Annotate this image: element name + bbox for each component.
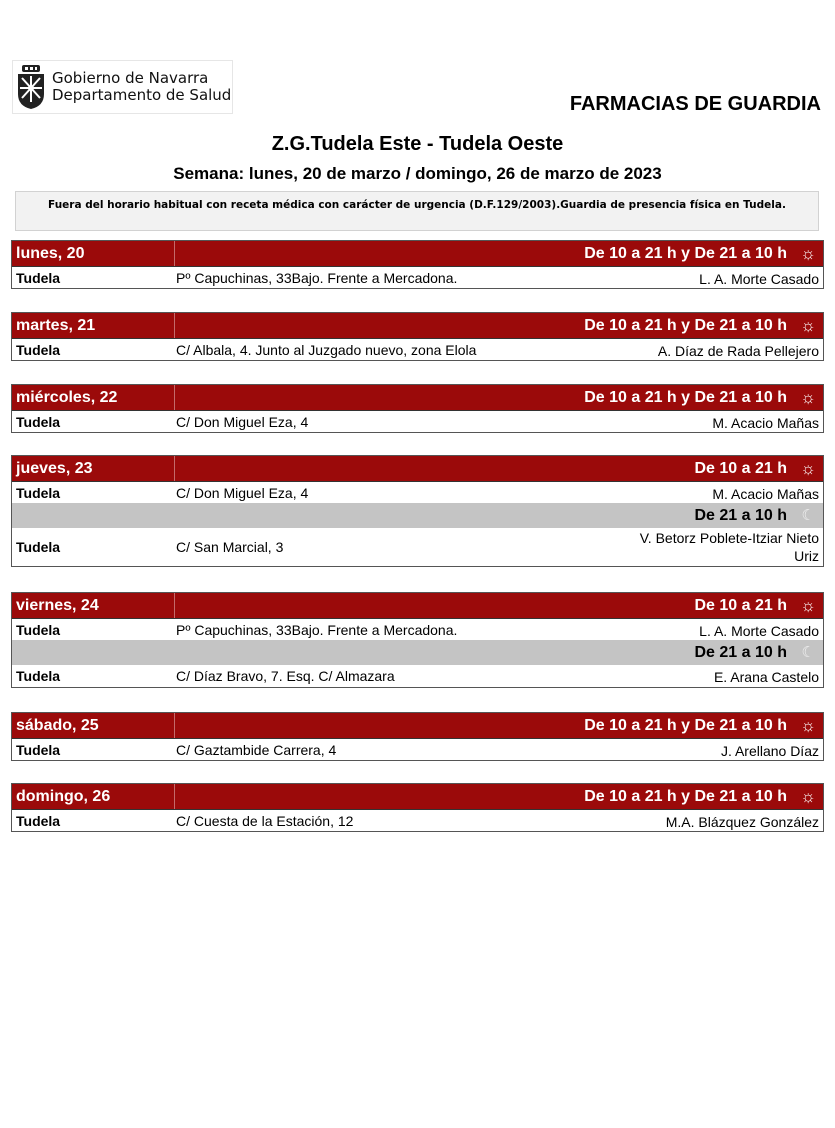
city: Tudela <box>16 270 61 286</box>
sun-icon: ☼ <box>800 459 816 478</box>
table-row <box>12 266 823 288</box>
city: Tudela <box>16 485 61 501</box>
day-hours: De 10 a 21 h y De 21 a 10 h <box>584 717 787 734</box>
city: Tudela <box>16 539 61 555</box>
table-row <box>12 809 823 831</box>
pharmacy-name: E. Arana Castelo <box>713 669 819 685</box>
day-block-martes <box>11 312 824 361</box>
address: C/ San Marcial, 3 <box>176 539 284 555</box>
day-block-lunes <box>11 240 824 289</box>
logo-line-1: Gobierno de Navarra <box>52 69 209 87</box>
address: Pº Capuchinas, 33Bajo. Frente a Mercadona. <box>176 270 458 286</box>
day-name: jueves, 23 <box>12 456 175 481</box>
moon-icon: ☾ <box>801 644 815 661</box>
address: C/ Albala, 4. Junto al Juzgado nuevo, zona Elola <box>176 342 477 358</box>
address: C/ Cuesta de la Estación, 12 <box>176 813 354 829</box>
city: Tudela <box>16 742 61 758</box>
pharmacy-name: J. Arellano Díaz <box>720 743 819 759</box>
sun-icon: ☼ <box>800 596 816 615</box>
address: C/ Díaz Bravo, 7. Esq. C/ Almazara <box>176 668 395 684</box>
day-block-domingo <box>11 783 824 832</box>
sun-icon: ☼ <box>800 244 816 263</box>
city: Tudela <box>16 414 61 430</box>
day-hours: De 10 a 21 h <box>694 597 787 614</box>
day-block-jueves <box>11 455 824 567</box>
address: C/ Don Miguel Eza, 4 <box>176 485 309 501</box>
page-title: FARMACIAS DE GUARDIA <box>569 93 821 115</box>
city: Tudela <box>16 813 61 829</box>
day-name: miércoles, 22 <box>12 385 175 410</box>
table-row <box>12 528 823 566</box>
day-header <box>12 784 823 809</box>
day-name: sábado, 25 <box>12 713 175 738</box>
address: Pº Capuchinas, 33Bajo. Frente a Mercadona. <box>176 622 458 638</box>
pharmacy-name: L. A. Morte Casado <box>699 271 819 287</box>
table-row <box>12 665 823 687</box>
night-header <box>12 640 823 665</box>
address: C/ Don Miguel Eza, 4 <box>176 414 309 430</box>
sun-icon: ☼ <box>800 716 816 735</box>
table-row <box>12 618 823 640</box>
sun-icon: ☼ <box>800 787 816 806</box>
logo-line-2: Departamento de Salud <box>52 86 232 104</box>
sun-icon: ☼ <box>800 316 816 335</box>
night-hours: De 21 a 10 h <box>694 507 787 524</box>
city: Tudela <box>16 668 61 684</box>
navarra-logo <box>12 60 233 114</box>
night-hours: De 21 a 10 h <box>694 644 787 661</box>
table-row <box>12 481 823 503</box>
pharmacy-name: L. A. Morte Casado <box>699 623 819 639</box>
pharmacy-name-line-1: V. Betorz Poblete-Itziar Nieto <box>639 530 819 546</box>
pharmacy-name <box>640 529 819 565</box>
day-header <box>12 456 823 481</box>
day-hours: De 10 a 21 h y De 21 a 10 h <box>584 245 787 262</box>
moon-icon: ☾ <box>801 507 815 524</box>
address: C/ Gaztambide Carrera, 4 <box>176 742 337 758</box>
day-block-viernes <box>11 592 824 688</box>
city: Tudela <box>16 342 61 358</box>
day-hours: De 10 a 21 h y De 21 a 10 h <box>584 788 787 805</box>
day-name: lunes, 20 <box>12 241 175 266</box>
week-range: Semana: lunes, 20 de marzo / domingo, 26 de marzo de 2023 <box>173 164 662 183</box>
table-row <box>12 738 823 760</box>
day-block-miercoles <box>11 384 824 433</box>
zone-title: Z.G.Tudela Este - Tudela Oeste <box>271 133 564 155</box>
table-row <box>12 410 823 432</box>
day-header <box>12 313 823 338</box>
pharmacy-name: M.A. Blázquez González <box>665 814 819 830</box>
notice-box: Fuera del horario habitual con receta médica con carácter de urgencia (D.F.129/2003).Guardia de presencia física en Tudela. <box>15 191 819 231</box>
day-name: viernes, 24 <box>12 593 175 618</box>
table-row <box>12 338 823 360</box>
day-header <box>12 593 823 618</box>
day-block-sabado <box>11 712 824 761</box>
day-hours: De 10 a 21 h y De 21 a 10 h <box>584 389 787 406</box>
day-name: domingo, 26 <box>12 784 175 809</box>
day-hours: De 10 a 21 h y De 21 a 10 h <box>584 317 787 334</box>
night-header <box>12 503 823 528</box>
pharmacy-name-line-2: Uriz <box>794 548 819 564</box>
day-header <box>12 385 823 410</box>
day-name: martes, 21 <box>12 313 175 338</box>
pharmacy-name: A. Díaz de Rada Pellejero <box>657 343 819 359</box>
pharmacy-name: M. Acacio Mañas <box>712 415 819 431</box>
navarra-shield-icon <box>16 64 46 110</box>
city: Tudela <box>16 622 61 638</box>
day-header <box>12 241 823 266</box>
day-header <box>12 713 823 738</box>
pharmacy-name: M. Acacio Mañas <box>712 486 819 502</box>
day-hours: De 10 a 21 h <box>694 460 787 477</box>
sun-icon: ☼ <box>800 388 816 407</box>
